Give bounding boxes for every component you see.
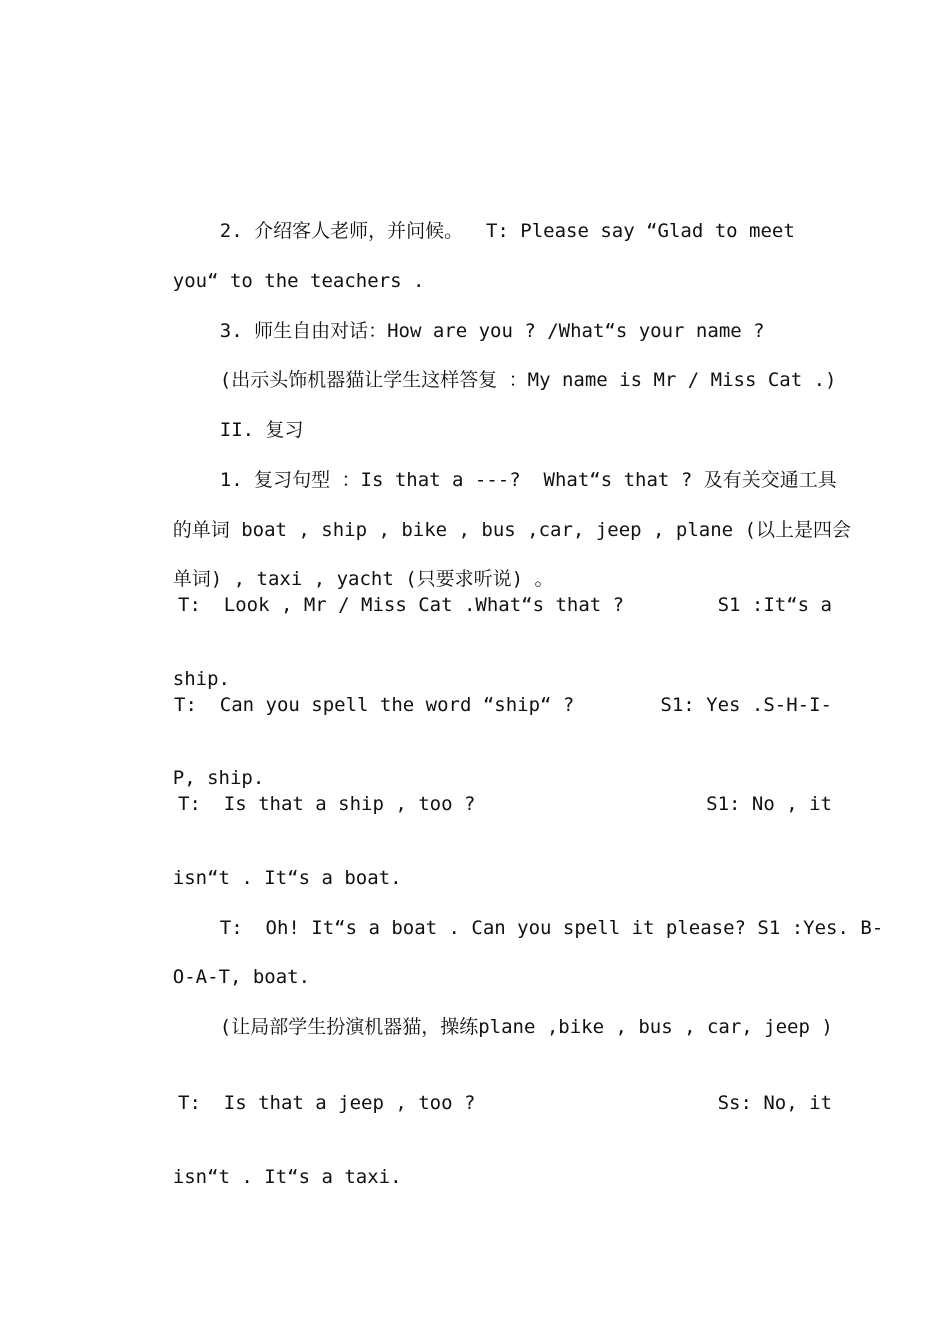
dialogue-teacher-boat: T: Oh! It“s a boat . Can you spell it please? S1 :Yes. B- bbox=[219, 917, 884, 939]
line-19 bbox=[127, 1141, 402, 1213]
text-greet-teachers: 2. 介绍客人老师，并问候。 T: Please say “Glad to meet bbox=[219, 220, 795, 242]
text-oat-boat: O-A-T, boat. bbox=[172, 966, 311, 988]
dialogue-student-ship: S1 :It“s a bbox=[717, 594, 832, 616]
text-show-headwear: (出示头饰机器猫让学生这样答复 ：My name is Mr / Miss Cat .) bbox=[219, 369, 837, 391]
text-taxi: isn“t . It“s a taxi. bbox=[172, 1166, 402, 1188]
dialogue-student-spell: S1: Yes .S-H-I- bbox=[660, 694, 832, 716]
dialogue-students-no: Ss: No, it bbox=[717, 1092, 832, 1114]
heading-review: II. 复习 bbox=[219, 419, 304, 441]
text-vocabulary: 的单词 boat , ship , bike , bus ,car, jeep , plane (以上是四会 bbox=[172, 519, 851, 541]
line-17 bbox=[174, 991, 833, 1063]
text-ship: ship. bbox=[172, 668, 230, 690]
text-review-pattern: 1. 复习句型 ：Is that a ---? What“s that ? 及有关交通工具 bbox=[219, 469, 837, 491]
dialogue-teacher-ship-too: T: Is that a ship , too ? bbox=[178, 793, 476, 815]
line-13 bbox=[178, 792, 832, 816]
text-role-play: (让局部学生扮演机器猫，操练plane ,bike , bus , car, jeep ) bbox=[219, 1016, 833, 1038]
dialogue-teacher-jeep: T: Is that a jeep , too ? bbox=[178, 1092, 476, 1114]
dialogue-teacher-spell: T: Can you spell the word “ship“ ? bbox=[174, 694, 575, 716]
line-11 bbox=[174, 693, 832, 717]
text-vocabulary-cont: 单词) , taxi , yacht (只要求听说) 。 bbox=[172, 568, 554, 590]
dialogue-teacher-look: T: Look , Mr / Miss Cat .What“s that ? bbox=[178, 594, 625, 616]
text-free-talk: 3. 师生自由对话：How are you ? /What“s your name ? bbox=[219, 320, 765, 342]
line-18 bbox=[178, 1091, 832, 1115]
text-p-ship: P, ship. bbox=[172, 767, 265, 789]
text-boat: isn“t . It“s a boat. bbox=[172, 867, 402, 889]
dialogue-student-no: S1: No , it bbox=[706, 793, 832, 815]
line-9 bbox=[178, 593, 832, 617]
text-to-the-teachers: you“ to the teachers . bbox=[172, 270, 425, 292]
